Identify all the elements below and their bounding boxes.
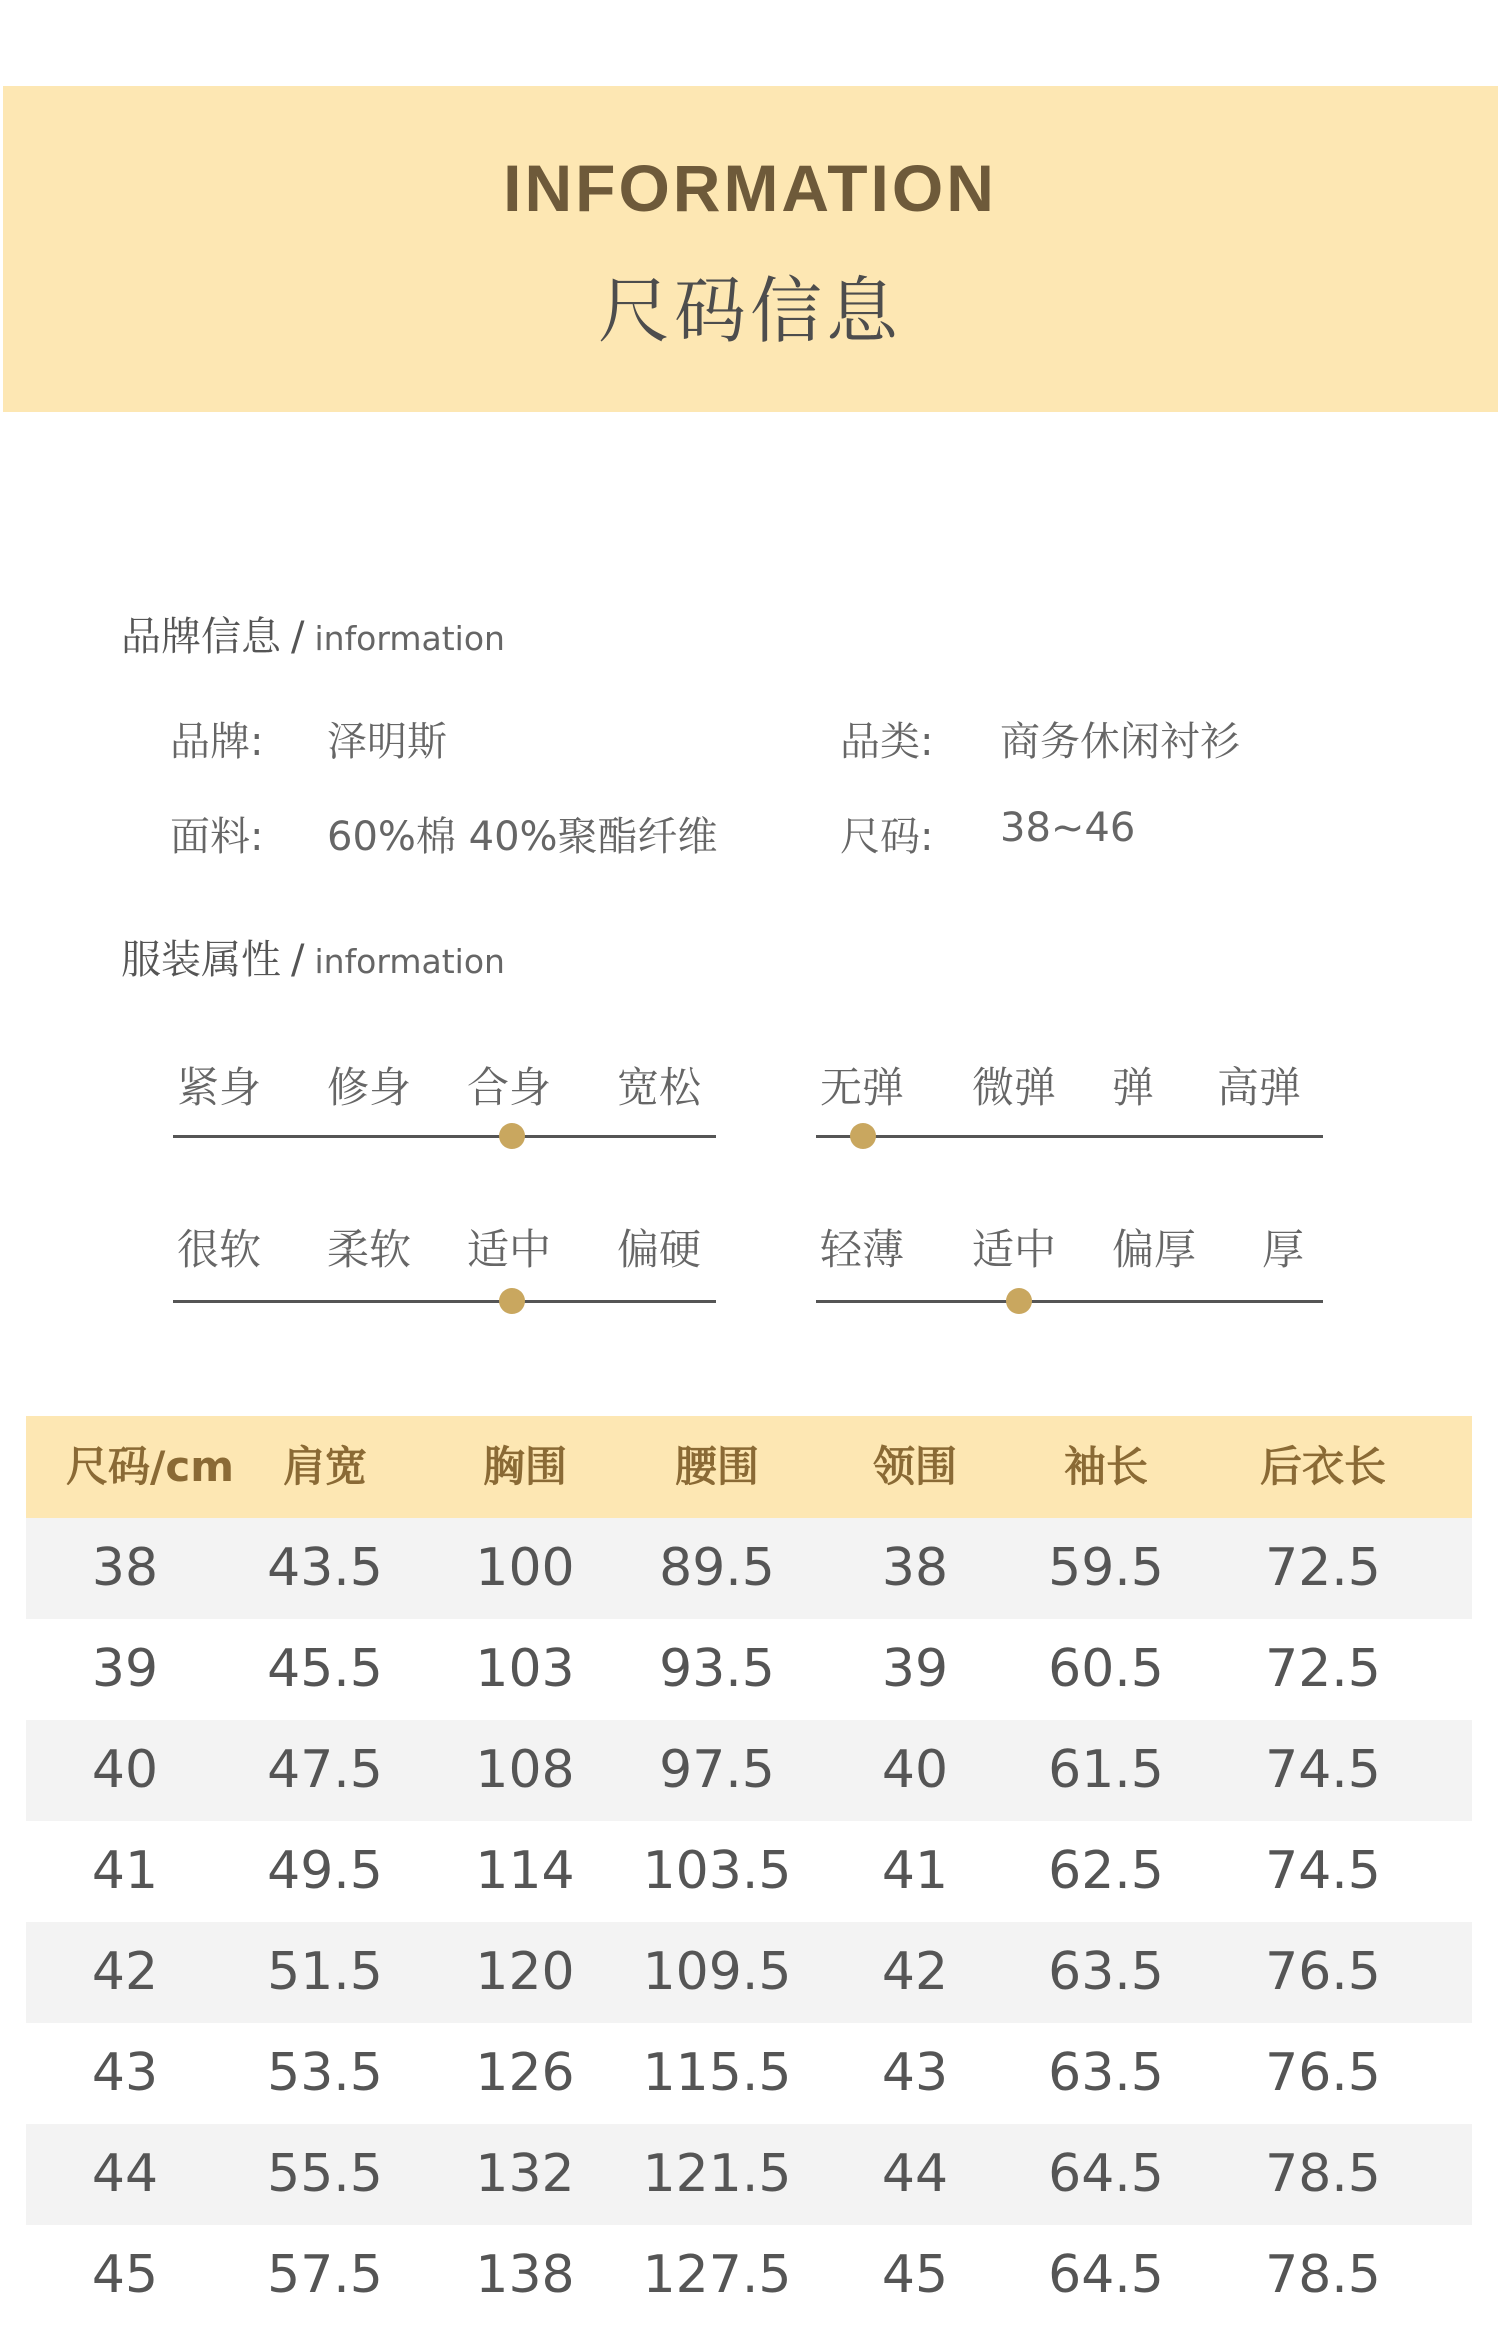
column-header: 肩宽	[282, 1442, 367, 1491]
fit-label: 修身	[327, 1063, 412, 1112]
fit-scale-marker	[499, 1123, 525, 1149]
thickness-label: 厚	[1262, 1225, 1305, 1274]
table-cell: 132	[475, 2144, 575, 2204]
table-cell: 103.5	[642, 1841, 792, 1901]
elasticity-label: 弹	[1112, 1063, 1155, 1112]
table-cell: 100	[475, 1538, 575, 1598]
elasticity-scale-marker	[850, 1123, 876, 1149]
table-row	[26, 1922, 1472, 2023]
softness-label: 适中	[467, 1225, 552, 1274]
fabric-label: 面料:	[170, 814, 264, 860]
brand-section-title-zh: 品牌信息	[121, 614, 281, 660]
table-row	[26, 1619, 1472, 1720]
thickness-scale-marker	[1006, 1288, 1032, 1314]
table-row	[26, 1720, 1472, 1821]
column-header: 后衣长	[1259, 1442, 1386, 1491]
table-row	[26, 1821, 1472, 1922]
header-title-en: INFORMATION	[503, 151, 997, 225]
table-cell: 127.5	[642, 2245, 792, 2305]
table-cell: 64.5	[1048, 2245, 1164, 2305]
category-value: 商务休闲衬衫	[1000, 719, 1240, 765]
table-row	[26, 1518, 1472, 1619]
header-banner	[3, 86, 1498, 412]
table-cell: 97.5	[659, 1740, 775, 1800]
softness-label: 偏硬	[617, 1225, 702, 1274]
table-cell: 120	[475, 1942, 575, 2002]
elasticity-scale-line	[816, 1135, 1323, 1138]
table-cell: 47.5	[267, 1740, 383, 1800]
size-value: 38~46	[1000, 805, 1136, 851]
table-cell: 78.5	[1265, 2144, 1381, 2204]
table-cell: 89.5	[659, 1538, 775, 1598]
table-cell: 78.5	[1265, 2245, 1381, 2305]
table-cell: 103	[475, 1639, 575, 1699]
table-cell: 51.5	[267, 1942, 383, 2002]
table-header-row	[26, 1416, 1472, 1518]
table-cell: 62.5	[1048, 1841, 1164, 1901]
table-row	[26, 2124, 1472, 2225]
table-cell: 40	[881, 1740, 949, 1800]
table-cell: 42	[881, 1942, 949, 2002]
table-cell: 38	[881, 1538, 949, 1598]
softness-scale-marker	[499, 1288, 525, 1314]
column-header: 腰围	[674, 1442, 759, 1491]
table-row	[26, 2023, 1472, 2124]
table-cell: 114	[475, 1841, 575, 1901]
column-header: 尺码/cm	[66, 1442, 235, 1491]
table-cell: 61.5	[1048, 1740, 1164, 1800]
table-cell: 72.5	[1265, 1639, 1381, 1699]
column-header: 领围	[872, 1442, 957, 1491]
table-cell: 41	[91, 1841, 159, 1901]
elasticity-label: 微弹	[972, 1063, 1057, 1112]
table-cell: 63.5	[1048, 1942, 1164, 2002]
fit-label: 合身	[467, 1063, 552, 1112]
softness-label: 柔软	[327, 1225, 412, 1274]
brand-section-title-en: information	[314, 619, 505, 658]
table-cell: 115.5	[642, 2043, 792, 2103]
table-cell: 44	[881, 2144, 949, 2204]
table-cell: 126	[475, 2043, 575, 2103]
thickness-label: 偏厚	[1112, 1225, 1197, 1274]
brand-label: 品牌:	[170, 719, 264, 765]
table-cell: 74.5	[1265, 1740, 1381, 1800]
table-cell: 43	[881, 2043, 949, 2103]
table-cell: 57.5	[267, 2245, 383, 2305]
table-cell: 74.5	[1265, 1841, 1381, 1901]
title-separator: /	[291, 614, 305, 660]
table-cell: 39	[91, 1639, 159, 1699]
table-cell: 121.5	[642, 2144, 792, 2204]
table-cell: 44	[91, 2144, 159, 2204]
table-cell: 64.5	[1048, 2144, 1164, 2204]
table-body	[26, 1518, 1472, 2326]
size-label: 尺码:	[840, 814, 934, 860]
softness-scale-line	[173, 1300, 716, 1303]
table-cell: 41	[881, 1841, 949, 1901]
table-cell: 138	[475, 2245, 575, 2305]
column-header: 胸围	[482, 1442, 567, 1491]
table-cell: 76.5	[1265, 1942, 1381, 2002]
table-cell: 53.5	[267, 2043, 383, 2103]
table-cell: 109.5	[642, 1942, 792, 2002]
title-separator: /	[291, 937, 305, 983]
table-cell: 93.5	[659, 1639, 775, 1699]
thickness-label: 轻薄	[820, 1225, 905, 1274]
header-title-zh: 尺码信息	[597, 269, 902, 353]
table-cell: 43.5	[267, 1538, 383, 1598]
table-cell: 45	[91, 2245, 159, 2305]
table-cell: 59.5	[1048, 1538, 1164, 1598]
table-cell: 45.5	[267, 1639, 383, 1699]
fit-label: 紧身	[177, 1063, 262, 1112]
table-cell: 39	[881, 1639, 949, 1699]
attr-section-title-zh: 服装属性	[121, 937, 281, 983]
thickness-label: 适中	[972, 1225, 1057, 1274]
brand-value: 泽明斯	[327, 719, 447, 765]
table-cell: 45	[881, 2245, 949, 2305]
fit-label: 宽松	[617, 1063, 702, 1112]
table-cell: 76.5	[1265, 2043, 1381, 2103]
fabric-value: 60%棉 40%聚酯纤维	[327, 814, 718, 860]
attr-section-title-en: information	[314, 942, 505, 981]
attr-section-title	[121, 928, 505, 985]
table-cell: 38	[91, 1538, 159, 1598]
category-label: 品类:	[840, 719, 934, 765]
table-cell: 108	[475, 1740, 575, 1800]
table-cell: 60.5	[1048, 1639, 1164, 1699]
table-cell: 49.5	[267, 1841, 383, 1901]
elasticity-label: 无弹	[820, 1063, 905, 1112]
table-cell: 40	[91, 1740, 159, 1800]
softness-label: 很软	[177, 1225, 262, 1274]
column-header: 袖长	[1063, 1442, 1148, 1491]
brand-section-title	[121, 605, 505, 662]
table-row	[26, 2225, 1472, 2326]
size-table	[26, 1416, 1472, 2326]
table-cell: 63.5	[1048, 2043, 1164, 2103]
fit-scale-line	[173, 1135, 716, 1138]
table-cell: 43	[91, 2043, 159, 2103]
table-cell: 42	[91, 1942, 159, 2002]
table-cell: 72.5	[1265, 1538, 1381, 1598]
thickness-scale-line	[816, 1300, 1323, 1303]
table-cell: 55.5	[267, 2144, 383, 2204]
elasticity-label: 高弹	[1217, 1063, 1302, 1112]
